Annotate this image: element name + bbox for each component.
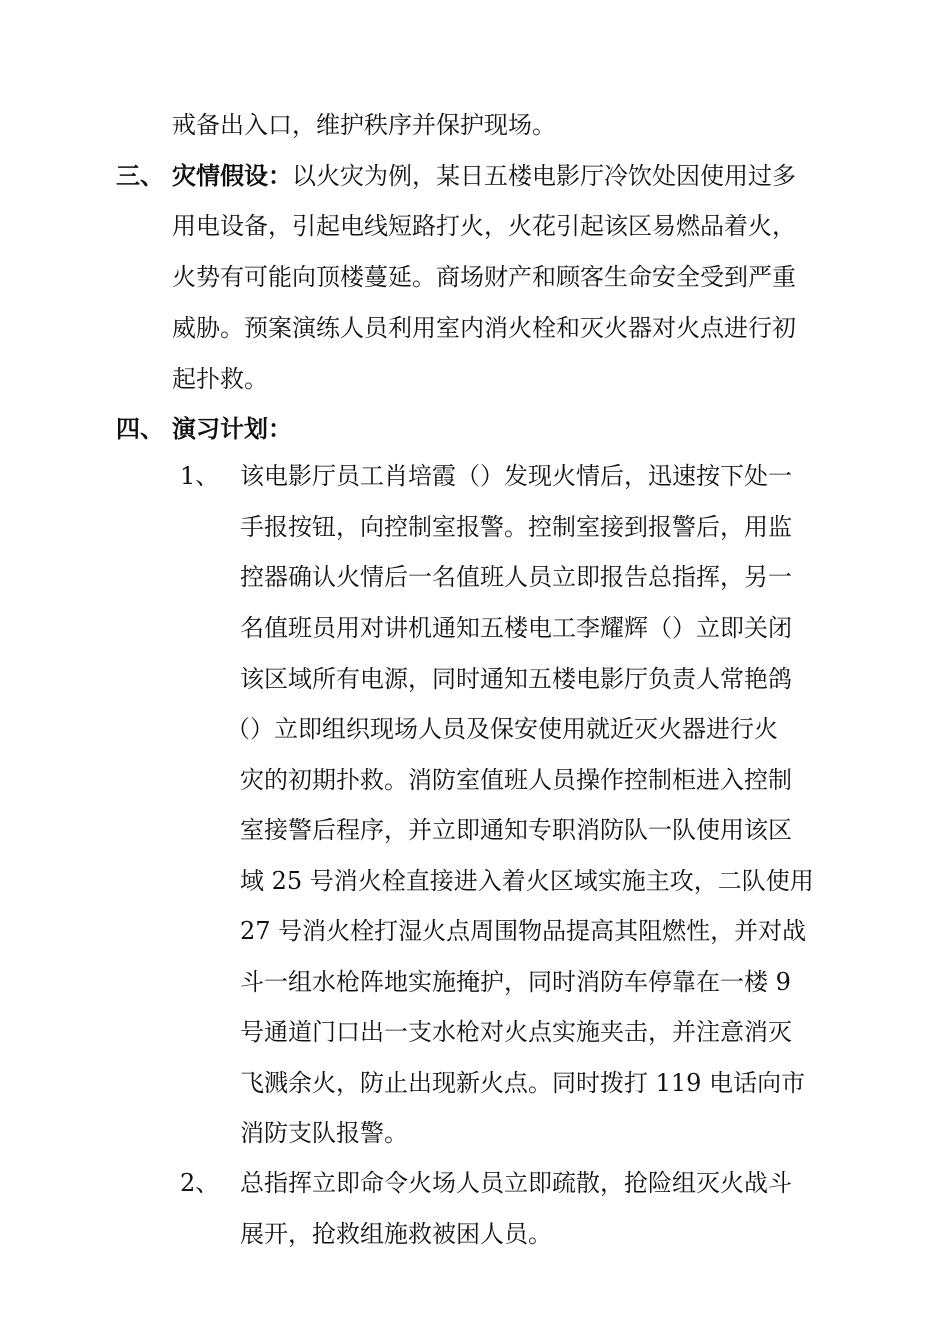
list-item-line: 室接警后程序，并立即通知专职消防队一队使用该区: [240, 816, 792, 844]
paragraph-line: 火势有可能向顶楼蔓延。商场财产和顾客生命安全受到严重: [172, 263, 796, 291]
list-item-line: 展开，抢救组施救被困人员。: [240, 1220, 552, 1248]
list-item-line: 斗一组水枪阵地实施掩护，同时消防车停靠在一楼 9: [240, 968, 791, 996]
list-item-line: 该区域所有电源，同时通知五楼电影厅负责人常艳鸽: [240, 665, 792, 693]
section-marker: 四、: [116, 414, 164, 443]
list-item-line: （）立即组织现场人员及保安使用就近灭火器进行火: [226, 715, 778, 743]
list-item-line: 该电影厅员工肖培霞（）发现火情后，迅速按下处一: [240, 462, 792, 490]
paragraph-line: 用电设备，引起电线短路打火，火花引起该区易燃品着火，: [172, 212, 796, 240]
paragraph-line: 戒备出入口，维护秩序并保护现场。: [172, 111, 556, 139]
section-marker: 三、: [116, 161, 164, 190]
list-item-line: 号通道门口出一支水枪对火点实施夹击，并注意消灭: [240, 1018, 792, 1046]
list-item-line: 名值班员用对讲机通知五楼电工李耀辉（）立即关闭: [240, 614, 792, 642]
list-item-line: 总指挥立即命令火场人员立即疏散，抢险组灭火战斗: [240, 1169, 792, 1197]
section-heading: 演习计划：: [172, 414, 292, 443]
list-item-line: 手报按钮，向控制室报警。控制室接到报警后，用监: [240, 513, 792, 541]
list-item-line: 27 号消火栓打湿火点周围物品提高其阻燃性，并对战: [240, 917, 807, 945]
section-first-line: [172, 150, 796, 202]
list-item-line: 控器确认火情后一名值班人员立即报告总指挥，另一: [240, 563, 792, 591]
paragraph-line: 威胁。预案演练人员利用室内消火栓和灭火器对火点进行初: [172, 314, 796, 342]
paragraph-line: 以火灾为例，某日五楼电影厅冷饮处因使用过多: [292, 162, 796, 190]
list-item-line: 飞溅余火，防止出现新火点。同时拨打 119 电话向市: [240, 1069, 806, 1097]
section-heading: 灾情假设：: [172, 161, 292, 190]
list-item-line: 域 25 号消火栓直接进入着火区域实施主攻，二队使用: [240, 867, 814, 895]
list-number: 2、: [180, 1169, 220, 1197]
list-item-line: 灾的初期扑救。消防室值班人员操作控制柜进入控制: [240, 766, 792, 794]
list-item-line: 消防支队报警。: [240, 1119, 408, 1147]
list-number: 1、: [180, 462, 220, 490]
paragraph-line: 起扑救。: [172, 365, 268, 393]
